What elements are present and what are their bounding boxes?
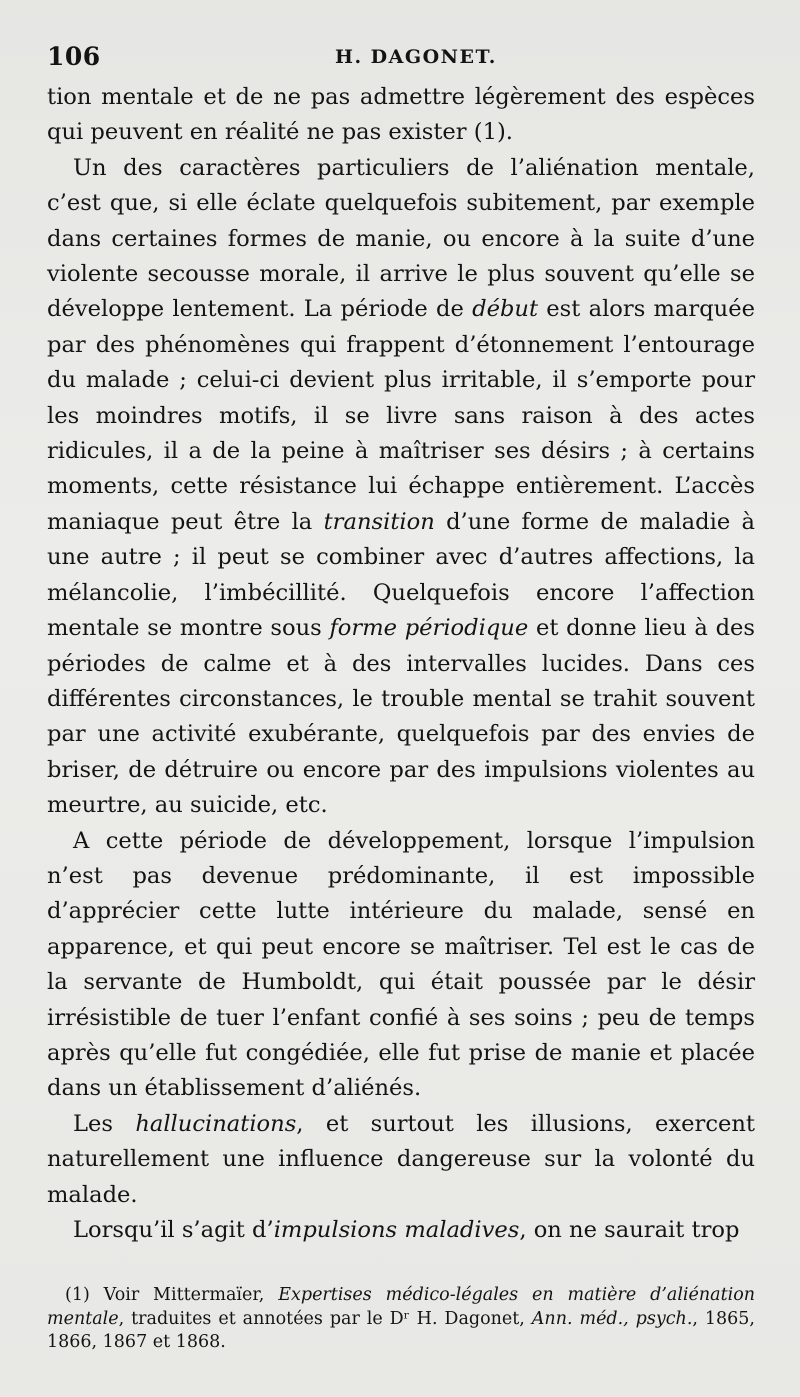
italic-text: impulsions maladives <box>273 1217 520 1243</box>
text-span: Lorsqu’il s’agit d’ <box>73 1217 274 1243</box>
text-span: , et surtout les illusions, exercent naturellement une influence dangereuse sur la volonté du malade. <box>47 1110 755 1208</box>
italic-text: forme périodique <box>329 615 529 642</box>
paragraph <box>47 80 755 151</box>
paragraph <box>47 824 755 1107</box>
page-number: 106 <box>47 42 101 71</box>
running-head: H. DAGONET. <box>335 46 497 68</box>
text-span: (1) Voir Mittermaïer, <box>65 1285 279 1305</box>
body-text <box>47 80 755 1248</box>
italic-text: hallucinations <box>135 1110 297 1137</box>
paragraph <box>47 1107 755 1213</box>
italic-text: début <box>472 296 539 323</box>
text-span: est alors marquée par des phénomènes qui frappent d’étonnement l’entourage du malade ; celui-ci devient plus irritable, il s’emporte pour les moindres motifs, il se livre sans raison à des actes ridicules, il a de la peine à maîtriser ses désirs ; à certains moments, cette résistance lui échappe entièrement. L’accès maniaque peut être la <box>47 296 755 535</box>
footnote <box>47 1284 755 1355</box>
footnotes <box>47 1284 755 1355</box>
italic-text: Expertises médico-légales en matière d’aliénation mentale <box>47 1285 756 1329</box>
text-span: Les <box>73 1110 136 1137</box>
italic-text: Ann. méd., psych. <box>531 1308 693 1329</box>
italic-text: transition <box>323 508 435 535</box>
text-span: Un des caractères particuliers de l’aliénation mentale, c’est que, si elle éclate quelquefois subitement, par exemple dans certaines formes de manie, ou encore à la suite d’une violente secousse morale, il arrive le plus souvent qu’elle se développe lentement. La période de <box>47 154 755 323</box>
text-span: tion mentale et de ne pas admettre légèrement des espèces qui peuvent en réalité ne pas exister (1). <box>47 84 755 146</box>
text-span: , traduites et annotées par le Dʳ H. Dagonet, <box>118 1308 532 1329</box>
paragraph <box>47 151 755 824</box>
text-span: d’une forme de maladie à une autre ; il peut se combiner avec d’autres affections, la mélancolie, l’imbécillité. Quelquefois encore l’affection mentale se montre sous <box>47 508 756 642</box>
text-span: A cette période de développement, lorsque l’impulsion n’est pas devenue prédominante, il est impossible d’apprécier cette lutte intérieure du malade, sensé en apparence, et qui peut encore se maîtriser. Tel est le cas de la servante de Humboldt, qui était poussée par le désir irrésistible de tuer l’enfant confié à ses soins ; peu de temps après qu’elle fut congédiée, elle fut prise de manie et placée dans un établissement d’aliénés. <box>47 827 755 1102</box>
text-span: , on ne saurait trop <box>519 1217 740 1243</box>
paragraph <box>47 1213 755 1248</box>
page-header <box>47 42 753 78</box>
text-span: et donne lieu à des périodes de calme et à des intervalles lucides. Dans ces différentes circonstances, le trouble mental se trahit souvent par une activité exubérante, quelquefois par des envies de briser, de détruire ou encore par des impulsions violentes au meurtre, au suicide, etc. <box>47 615 756 819</box>
text-span: , 1865, 1866, 1867 et 1868. <box>47 1308 755 1352</box>
